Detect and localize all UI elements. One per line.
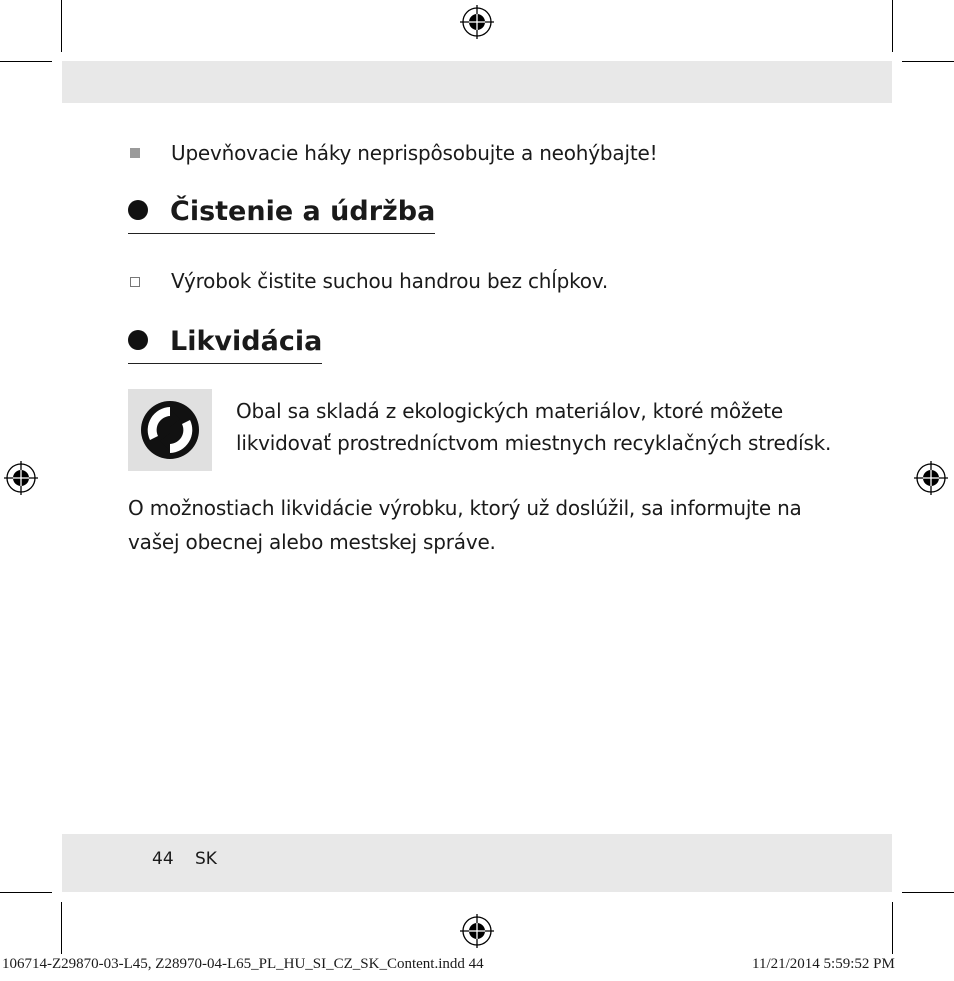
slug-timestamp: 11/21/2014 5:59:52 PM xyxy=(752,956,895,972)
product-disposal-line-2: vašej obecnej alebo mestskej správe. xyxy=(128,530,496,554)
registration-mark-icon xyxy=(460,5,494,39)
packaging-paragraph xyxy=(236,395,831,459)
footer-band xyxy=(62,834,892,892)
language-code: SK xyxy=(195,849,217,869)
crop-mark-bottom-left-vertical xyxy=(61,902,62,954)
cleaning-heading-text: Čistenie a údržba xyxy=(170,196,436,227)
registration-mark-icon xyxy=(4,461,38,495)
cleaning-heading xyxy=(128,196,435,234)
packaging-line-2: likvidovať prostredníctvom miestnych recyklačných stredísk. xyxy=(236,431,832,455)
product-disposal-paragraph xyxy=(128,491,802,559)
crop-mark-bottom-right-vertical xyxy=(892,902,893,954)
recycle-icon-box xyxy=(128,389,212,471)
heading-dot-icon xyxy=(128,330,148,350)
crop-mark-top-left-horizontal xyxy=(0,61,52,62)
square-bullet-icon xyxy=(130,148,140,158)
product-disposal-line-1: O možnostiach likvidácie výrobku, ktorý už doslúžil, sa informujte na xyxy=(128,496,802,520)
hooks-warning-item xyxy=(130,141,657,165)
crop-mark-top-left-vertical xyxy=(61,0,62,52)
registration-mark-icon xyxy=(460,914,494,948)
checkbox-bullet-icon xyxy=(130,277,140,287)
slug-filename: 106714-Z29870-03-L45, Z28970-04-L65_PL_HU_SI_CZ_SK_Content.indd 44 xyxy=(2,956,484,972)
crop-mark-bottom-right-horizontal xyxy=(902,892,954,893)
green-dot-recycling-icon xyxy=(138,399,202,461)
registration-mark-icon xyxy=(914,461,948,495)
hooks-warning-text: Upevňovacie háky neprispôsobujte a neohýbajte! xyxy=(171,141,658,165)
crop-mark-top-right-vertical xyxy=(892,0,893,52)
header-band xyxy=(62,61,892,103)
crop-mark-top-right-horizontal xyxy=(902,61,954,62)
heading-dot-icon xyxy=(128,200,148,220)
disposal-heading-text: Likvidácia xyxy=(170,326,323,357)
crop-mark-bottom-left-horizontal xyxy=(0,892,52,893)
clean-instruction-item xyxy=(130,269,608,293)
clean-instruction-text: Výrobok čistite suchou handrou bez chĺpkov. xyxy=(171,269,609,293)
disposal-heading xyxy=(128,326,322,364)
page-number: 44 xyxy=(152,849,174,869)
packaging-line-1: Obal sa skladá z ekologických materiálov, ktoré môžete xyxy=(236,399,784,423)
